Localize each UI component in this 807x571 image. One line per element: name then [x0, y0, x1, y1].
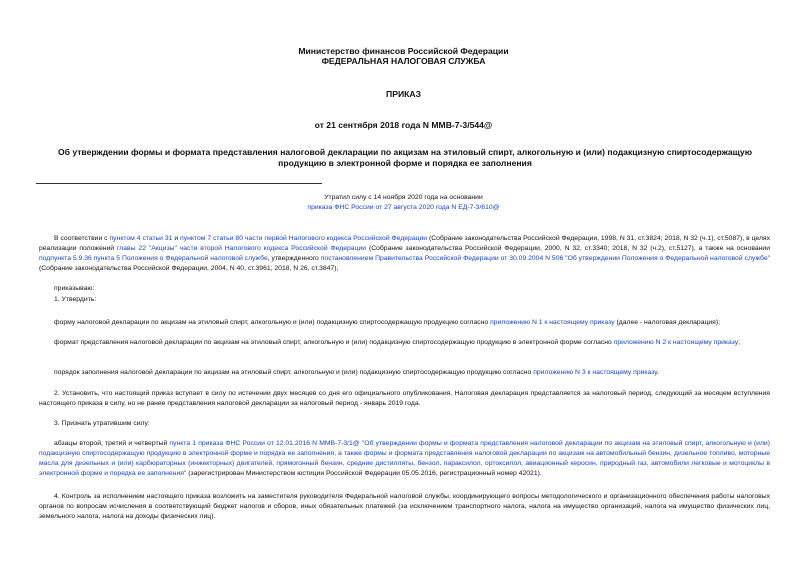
format-text: ; [738, 339, 741, 346]
repeal-paragraph [39, 439, 770, 479]
link-regulation-fns[interactable]: подпункта 5.9.36 пункта 5 Положения о Федеральной налоговой службе [39, 255, 268, 263]
link-tax-code-part1[interactable]: пунктом 7 статьи 80 части первой Налогового кодекса Российской Федерации [180, 235, 428, 242]
order-verb: приказываю: [54, 285, 95, 292]
item-1: 1. Утвердить: [54, 296, 97, 303]
status-link-line [0, 203, 807, 213]
preamble-text: (Собрание законодательства Российской Федерации, 2000, N 32, ст.3340; 2018, N 32 (ч.2), ст.5127), а также на основании [366, 245, 770, 253]
preamble-text: , утвержденного [267, 255, 321, 263]
item-4: 4. Контроль за исполнением настоящего приказа возложить на заместителя руководителя Федеральной налоговой службы, координирующего вопросы методологического и организационного обеспечения работы налоговых органов по вопросам исчисления в соответствующий бюджет налогов и сборов, иных обязательных платежей (за исключением транспортного налога, налога на имущество организаций, налога на имущество физических лиц, земельного налога, налога на доходы физических лиц). [39, 493, 770, 521]
link-appendix-2[interactable]: приложению N 2 к настоящему приказу [613, 339, 739, 346]
format-text: формат представления налоговой декларации по акцизам на этиловый спирт, алкогольную и (или) подакцизную спиртосодержащую продукцию в электронной форме согласно [54, 339, 614, 346]
ministry-name: Министерство финансов Российской Федерации [298, 46, 509, 56]
repeal-order-link[interactable]: приказа ФНС России от 27 августа 2020 года N ЕД-7-3/610@ [307, 204, 500, 211]
form-approval [54, 318, 720, 328]
order-approval [54, 368, 659, 378]
form-text: (далее - налоговая декларация); [614, 319, 721, 326]
link-government-decree[interactable]: постановлением Правительства Российской Федерации от 30.09.2004 N 506 "Об утверждении Положения о Федеральной налоговой службе" [320, 255, 771, 263]
preamble-text: (Собрание законодательства Российской Федерации, 1998, N 31, ст.3824; 2018, N 32 (ч.1), ст.5087), в целях реализации положений [39, 235, 770, 253]
preamble-text: В соответствии с [54, 235, 110, 242]
preamble-text: и [172, 235, 181, 242]
format-approval [39, 338, 770, 348]
service-name: ФЕДЕРАЛЬНАЯ НАЛОГОВАЯ СЛУЖБА [321, 56, 486, 66]
order-text: . [657, 369, 659, 376]
link-appendix-3[interactable]: приложению N 3 к настоящему приказу [533, 369, 657, 376]
document-title: Об утверждении формы и формата представления налоговой декларации по акцизам на этиловый спирт, алкогольную и (или) подакцизную спиртосодержащую продукцию в электронной форме и порядка ее заполнения [57, 147, 753, 168]
item-2: 2. Установить, что настоящий приказ вступает в силу по истечении двух месяцев со дня его официального опубликования. Налоговая декларация представляется за налоговый период, следующий за месяцем вступления настоящего приказа в силу, но не ранее представления налоговой декларации за налоговый период - январь 2019 года. [39, 390, 770, 408]
link-chapter-22[interactable]: главы 22 "Акцизы" части второй Налогового кодекса Российской Федерации [116, 245, 367, 253]
repeal-text: абзацы второй, третий и четвертый [54, 440, 170, 447]
preamble-text: (Собрание законодательства Российской Федерации, 2004, N 40, ст.3961; 2018, N 26, ст.3847), [39, 265, 339, 273]
order-text: порядок заполнения налоговой декларации по акцизам на этиловый спирт, алкогольную и (или) подакцизную спиртосодержащую продукцию согласно [54, 369, 534, 376]
document-date-number: от 21 сентября 2018 года N ММВ-7-3/544@ [314, 120, 493, 130]
divider [36, 183, 322, 184]
form-text: форму налоговой декларации по акцизам на этиловый спирт, алкогольную и (или) подакцизную спиртосодержащую продукцию согласно [54, 319, 491, 326]
document-type: ПРИКАЗ [386, 89, 421, 99]
link-article-31[interactable]: пунктом 4 статьи 31 [109, 235, 173, 242]
link-repealed-order[interactable]: пункта 1 приказа ФНС России от 12.01.2016 N ММВ-7-3/1@ "Об утверждении формы и формата представления налоговой декларации по акцизам на этиловый спирт, алкогольную и (или) подакцизную спиртосодержащую продукцию в электронной форме и порядка ее заполнения, а также формы и формата представления налоговой декларации по акцизам на автомобильный бензин, дизельное топливо, моторные масла для дизельных и (или) карбюраторных (инжекторных) двигателей, прямогонный бензин, средние дистилляты, бензол, параксилол, ортоксилол, авиационный керосин, природный газ, автомобили легковые и мотоциклы в электронной форме и порядка ее заполнения" [39, 440, 770, 478]
link-appendix-1[interactable]: приложению N 1 к настоящему приказу [490, 319, 615, 326]
item-3: 3. Признать утратившим силу: [54, 420, 150, 427]
repeal-text: (зарегистрирован Министерством юстиции Российской Федерации 05.05.2016, регистрационный номер 42021). [186, 470, 542, 478]
status-note: Утратил силу с 14 ноября 2020 года на основании [324, 194, 483, 201]
preamble-paragraph [39, 234, 770, 274]
